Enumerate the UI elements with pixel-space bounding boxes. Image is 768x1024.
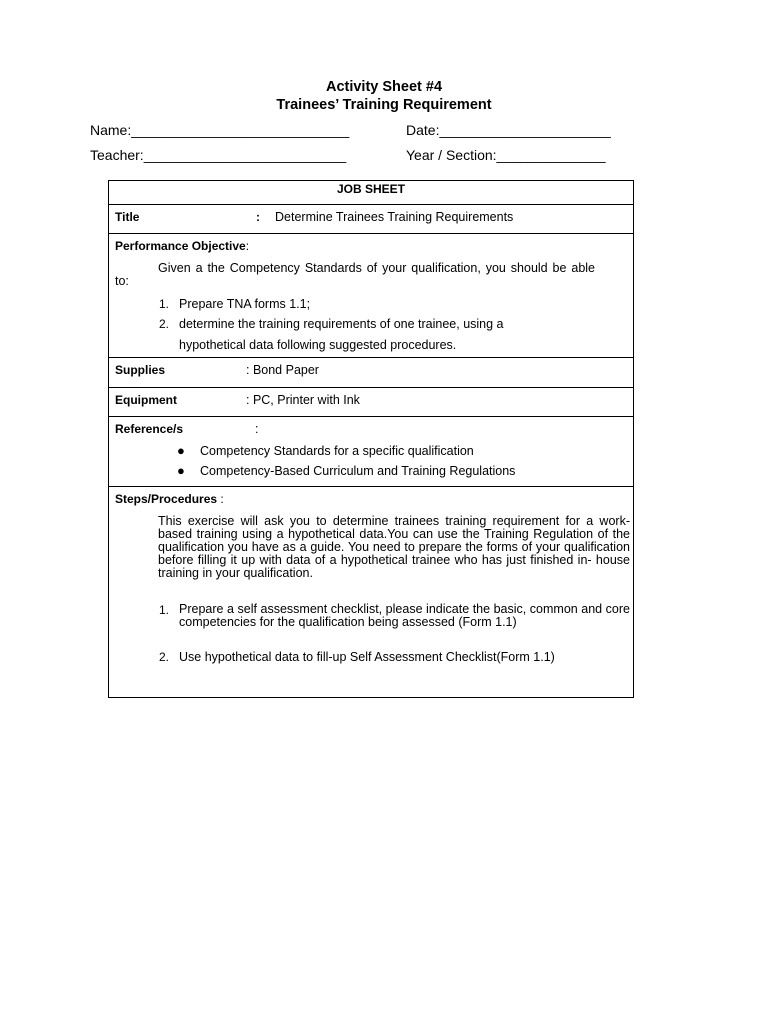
steps-label-text: Steps/Procedures <box>115 492 218 506</box>
job-sheet-heading: JOB SHEET <box>336 182 405 196</box>
performance-objective-row <box>109 234 633 358</box>
performance-objective-colon: : <box>245 239 250 253</box>
step-text: Use hypothetical data to fill-up Self Assessment Checklist(Form 1.1) <box>179 650 555 664</box>
steps-label <box>115 492 224 506</box>
supplies-row <box>109 358 633 388</box>
steps-intro: This exercise will ask you to determine trainees training requirement for a work-based training using a hypothetical data.You can use the Training Regulation of the qualification you have as a guide. You need to prepare the forms of your qualification before filling it up with data of a hypothetical trainee who has just finished in- house training in your qualification. <box>158 514 630 580</box>
title-value: Determine Trainees Training Requirements <box>275 210 514 224</box>
step-number: 1. <box>159 603 170 617</box>
equipment-row <box>109 388 633 417</box>
steps-row <box>109 487 633 698</box>
performance-objective-label-text: Performance Objective <box>115 239 246 253</box>
bullet-icon: ● <box>177 463 185 478</box>
objective-item-number: 1. <box>159 297 170 311</box>
equipment-value: : PC, Printer with Ink <box>246 393 360 407</box>
performance-objective-intro: Given a the Competency Standards of your qualification, you should be able to: <box>115 261 595 288</box>
references-row <box>109 417 633 487</box>
title-label: Title <box>115 210 140 224</box>
supplies-value: : Bond Paper <box>246 363 319 377</box>
year-section-field: Year / Section:______________ <box>406 147 606 163</box>
steps-colon: : <box>220 492 224 506</box>
step-number: 2. <box>159 650 170 664</box>
job-sheet-table <box>108 180 634 698</box>
supplies-label: Supplies <box>115 363 166 377</box>
references-colon: : <box>255 422 259 436</box>
bullet-icon: ● <box>177 443 185 458</box>
sheet-subtitle: Trainees’ Training Requirement <box>276 97 492 113</box>
job-sheet-heading-row <box>109 181 633 205</box>
references-label: Reference/s <box>115 422 184 436</box>
reference-item: Competency Standards for a specific qualification <box>200 444 474 458</box>
teacher-field: Teacher:__________________________ <box>90 147 347 163</box>
equipment-label: Equipment <box>115 393 177 407</box>
date-field: Date:______________________ <box>406 122 611 138</box>
sheet-title: Activity Sheet #4 <box>325 79 443 95</box>
name-field: Name:____________________________ <box>90 122 350 138</box>
reference-item: Competency-Based Curriculum and Training Regulations <box>200 464 516 478</box>
objective-item-text-continued: hypothetical data following suggested procedures. <box>179 338 457 352</box>
title-row <box>109 205 633 234</box>
performance-objective-label <box>115 239 249 253</box>
objective-item-number: 2. <box>159 317 170 331</box>
step-text: Prepare a self assessment checklist, please indicate the basic, common and core competencies for the qualification being assessed (Form 1.1) <box>179 602 630 629</box>
objective-item-text: Prepare TNA forms 1.1; <box>179 297 311 311</box>
objective-item-text: determine the training requirements of one trainee, using a <box>179 317 504 331</box>
title-colon: : <box>256 210 260 224</box>
